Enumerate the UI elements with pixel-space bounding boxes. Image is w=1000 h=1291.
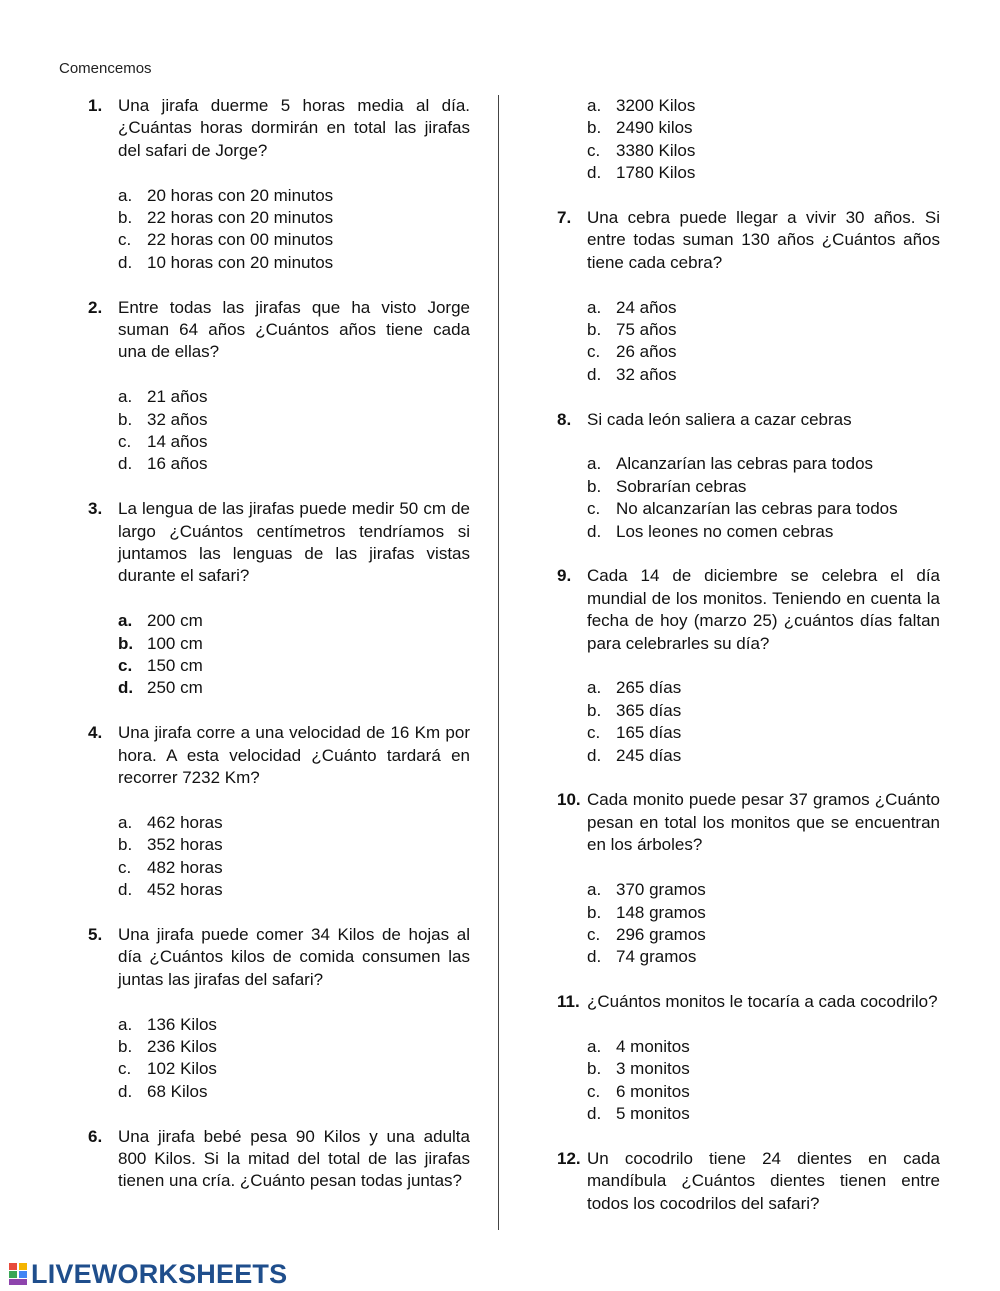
question-7 — [557, 207, 940, 386]
question-5 — [88, 924, 470, 1103]
option-c[interactable] — [587, 498, 940, 520]
question-text: Una cebra puede llegar a vivir 30 años. Si entre todas suman 130 años ¿Cuántos años tiene cada cebra? — [587, 208, 940, 272]
options-list — [118, 1014, 470, 1104]
option-text: 21 años — [147, 387, 208, 407]
option-text: Sobrarían cebras — [616, 476, 747, 496]
option-text: 245 días — [616, 745, 682, 765]
option-text: 3380 Kilos — [616, 140, 696, 160]
option-letter: c. — [587, 342, 601, 362]
option-letter: c. — [118, 1059, 132, 1079]
question-10 — [557, 789, 940, 968]
question-text: Si cada león saliera a cazar cebras — [587, 409, 852, 429]
question-number: 4. — [88, 723, 103, 743]
option-text: 2490 kilos — [616, 118, 693, 138]
question-4 — [88, 722, 470, 901]
option-c[interactable] — [118, 229, 470, 251]
option-text: 370 gramos — [616, 880, 706, 900]
option-text: 102 Kilos — [147, 1059, 217, 1079]
option-a[interactable] — [118, 812, 470, 834]
question-text: La lengua de las jirafas puede medir 50 cm de largo ¿Cuántos centímetros tendríamos si juntamos las lenguas de las jirafas vistas durante el safari? — [118, 499, 470, 586]
options-list — [118, 185, 470, 275]
logo-text: LIVEWORKSHEETS — [31, 1258, 288, 1289]
options-list — [587, 879, 940, 969]
option-text: 20 horas con 20 minutos — [147, 185, 334, 205]
option-letter: d. — [587, 745, 602, 765]
right-column — [557, 95, 940, 1215]
option-letter: b. — [587, 700, 602, 720]
option-a[interactable] — [587, 95, 940, 117]
option-letter: c. — [587, 924, 601, 944]
option-letter: b. — [118, 835, 133, 855]
option-letter: a. — [587, 297, 602, 317]
question-number: 5. — [88, 924, 103, 944]
option-text: 148 gramos — [616, 902, 706, 922]
option-d[interactable] — [587, 162, 940, 184]
option-text: 296 gramos — [616, 924, 706, 944]
option-text: 352 horas — [147, 835, 223, 855]
question-text: Una jirafa duerme 5 horas media al día. ¿Cuántas horas dormirán en total las jirafas del safari de Jorge? — [118, 96, 470, 160]
option-a[interactable] — [587, 453, 940, 475]
option-letter: a. — [587, 454, 602, 474]
option-text: 200 cm — [147, 611, 203, 631]
option-letter: c. — [587, 499, 601, 519]
option-letter: b. — [587, 320, 602, 340]
option-text: 10 horas con 20 minutos — [147, 252, 334, 272]
option-b[interactable] — [587, 902, 940, 924]
option-letter: a. — [118, 185, 133, 205]
option-a[interactable] — [587, 879, 940, 901]
option-text: 68 Kilos — [147, 1081, 208, 1101]
question-number: 7. — [557, 208, 572, 228]
question-text: Cada 14 de diciembre se celebra el día mundial de los monitos. Teniendo en cuenta la fecha de hoy (marzo 25) ¿cuántos días faltan para celebrarles su día? — [587, 566, 940, 653]
options-list — [118, 610, 470, 700]
option-text: 136 Kilos — [147, 1014, 217, 1034]
option-text: 4 monitos — [616, 1036, 690, 1056]
question-text: Entre todas las jirafas que ha visto Jorge suman 64 años ¿Cuántos años tiene cada una de ellas? — [118, 297, 470, 362]
option-b[interactable] — [587, 1058, 940, 1080]
option-text: 24 años — [616, 297, 677, 317]
option-b[interactable] — [587, 319, 940, 341]
question-6 — [88, 1126, 470, 1193]
question-6-options — [557, 95, 940, 185]
option-c[interactable] — [118, 1058, 470, 1080]
options-list — [587, 297, 940, 387]
option-a[interactable] — [118, 1014, 470, 1036]
option-c[interactable] — [118, 655, 470, 677]
option-text: 1780 Kilos — [616, 163, 696, 183]
option-b[interactable] — [118, 834, 470, 856]
question-text: ¿Cuántos monitos le tocaría a cada cocodrilo? — [587, 992, 938, 1012]
option-c[interactable] — [587, 722, 940, 744]
option-b[interactable] — [118, 633, 470, 655]
option-a[interactable] — [587, 297, 940, 319]
question-12 — [557, 1148, 940, 1215]
question-1 — [88, 95, 470, 274]
option-letter: d. — [587, 1104, 602, 1124]
option-letter: b. — [118, 1036, 133, 1056]
question-text: Una jirafa bebé pesa 90 Kilos y una adulta 800 Kilos. Si la mitad del total de las jirafas tienen una cría. ¿Cuánto pesan todas juntas? — [118, 1126, 470, 1191]
option-letter: c. — [118, 432, 132, 452]
option-letter: c. — [587, 140, 601, 160]
option-text: 150 cm — [147, 656, 203, 676]
question-3 — [88, 498, 470, 700]
option-d[interactable] — [118, 1081, 470, 1103]
left-column — [88, 95, 470, 1193]
option-text: 32 años — [147, 409, 208, 429]
option-d[interactable] — [587, 521, 940, 543]
option-text: Los leones no comen cebras — [616, 521, 834, 541]
question-number: 3. — [88, 499, 103, 519]
option-a[interactable] — [118, 185, 470, 207]
option-letter: d. — [587, 521, 602, 541]
question-number: 11. — [557, 992, 580, 1012]
option-letter: d. — [118, 880, 133, 900]
option-text: 236 Kilos — [147, 1036, 217, 1056]
option-text: 16 años — [147, 454, 208, 474]
option-d[interactable] — [587, 946, 940, 968]
option-text: 5 monitos — [616, 1104, 690, 1124]
question-text: Cada monito puede pesar 37 gramos ¿Cuánto pesan en total los monitos que se encuentran en los árboles? — [587, 790, 940, 855]
option-letter: b. — [118, 633, 134, 653]
column-divider — [498, 95, 499, 1230]
question-text: Un cocodrilo tiene 24 dientes en cada mandíbula ¿Cuántos dientes tienen entre todos los cocodrilos del safari? — [587, 1148, 940, 1213]
options-list — [587, 677, 940, 767]
option-text: Alcanzarían las cebras para todos — [616, 454, 874, 474]
option-letter: c. — [118, 230, 132, 250]
option-letter: c. — [587, 1081, 601, 1101]
option-letter: a. — [118, 1014, 133, 1034]
option-letter: c. — [118, 656, 133, 676]
liveworksheets-logo-icon — [8, 1262, 28, 1286]
option-letter: b. — [587, 902, 602, 922]
option-b[interactable] — [118, 207, 470, 229]
option-a[interactable] — [587, 1036, 940, 1058]
option-letter: b. — [118, 208, 133, 228]
option-c[interactable] — [118, 857, 470, 879]
option-letter: a. — [587, 96, 602, 115]
option-a[interactable] — [587, 677, 940, 699]
option-text: 462 horas — [147, 812, 223, 832]
option-text: 452 horas — [147, 880, 223, 900]
question-number: 12. — [557, 1148, 581, 1168]
option-letter: d. — [118, 1081, 133, 1101]
option-letter: a. — [587, 1036, 602, 1056]
option-text: 32 años — [616, 364, 677, 384]
option-b[interactable] — [587, 700, 940, 722]
question-number: 6. — [88, 1126, 103, 1146]
option-d[interactable] — [118, 453, 470, 475]
question-9 — [557, 565, 940, 767]
option-text: 14 años — [147, 432, 208, 452]
option-text: 250 cm — [147, 678, 203, 698]
question-number: 9. — [557, 566, 572, 586]
option-c[interactable] — [118, 431, 470, 453]
option-text: 6 monitos — [616, 1081, 690, 1101]
option-a[interactable] — [118, 610, 470, 632]
option-text: 26 años — [616, 342, 677, 362]
option-c[interactable] — [587, 924, 940, 946]
option-letter: d. — [118, 678, 134, 698]
option-letter: c. — [118, 857, 132, 877]
option-text: No alcanzarían las cebras para todos — [616, 499, 898, 519]
option-text: 22 horas con 00 minutos — [147, 230, 334, 250]
options-list — [118, 812, 470, 902]
option-c[interactable] — [587, 140, 940, 162]
option-d[interactable] — [587, 1103, 940, 1125]
question-number: 8. — [557, 409, 572, 429]
liveworksheets-logo[interactable] — [8, 1259, 287, 1289]
intro-heading: Comencemos — [59, 60, 152, 77]
option-d[interactable] — [118, 879, 470, 901]
option-letter: d. — [118, 252, 133, 272]
option-letter: d. — [587, 364, 602, 384]
option-letter: a. — [118, 611, 133, 631]
options-list — [587, 453, 940, 543]
option-text: 265 días — [616, 678, 682, 698]
options-list — [587, 1036, 940, 1126]
option-letter: d. — [118, 454, 133, 474]
option-b[interactable] — [587, 117, 940, 139]
option-letter: a. — [587, 678, 602, 698]
options-list — [118, 386, 470, 476]
question-number: 2. — [88, 297, 103, 317]
option-d[interactable] — [118, 677, 470, 699]
option-b[interactable] — [118, 409, 470, 431]
option-text: 3 monitos — [616, 1059, 690, 1079]
question-text: Una jirafa corre a una velocidad de 16 Km por hora. A esta velocidad ¿Cuánto tardará en recorrer 7232 Km? — [118, 723, 470, 788]
option-letter: a. — [118, 812, 133, 832]
option-a[interactable] — [118, 386, 470, 408]
option-letter: b. — [587, 118, 602, 138]
question-number: 10. — [557, 790, 581, 810]
option-d[interactable] — [587, 364, 940, 386]
option-letter: b. — [587, 1059, 602, 1079]
option-c[interactable] — [587, 341, 940, 363]
option-letter: c. — [587, 723, 601, 743]
option-letter: b. — [587, 476, 602, 496]
option-letter: d. — [587, 163, 602, 183]
option-text: 165 días — [616, 723, 682, 743]
option-c[interactable] — [587, 1081, 940, 1103]
option-text: 365 días — [616, 700, 682, 720]
option-letter: a. — [118, 387, 133, 407]
question-11 — [557, 991, 940, 1125]
option-d[interactable] — [587, 745, 940, 767]
option-letter: b. — [118, 409, 133, 429]
option-text: 482 horas — [147, 857, 223, 877]
option-text: 3200 Kilos — [616, 96, 696, 115]
option-letter: d. — [587, 947, 602, 967]
question-number: 1. — [88, 96, 103, 115]
option-text: 74 gramos — [616, 947, 697, 967]
option-text: 22 horas con 20 minutos — [147, 208, 334, 228]
option-b[interactable] — [587, 476, 940, 498]
option-b[interactable] — [118, 1036, 470, 1058]
option-d[interactable] — [118, 252, 470, 274]
question-8 — [557, 409, 940, 543]
question-2 — [88, 297, 470, 476]
option-letter: a. — [587, 880, 602, 900]
option-text: 100 cm — [147, 633, 203, 653]
question-text: Una jirafa puede comer 34 Kilos de hojas al día ¿Cuántos kilos de comida consumen las juntas las jirafas del safari? — [118, 924, 470, 989]
option-text: 75 años — [616, 320, 677, 340]
